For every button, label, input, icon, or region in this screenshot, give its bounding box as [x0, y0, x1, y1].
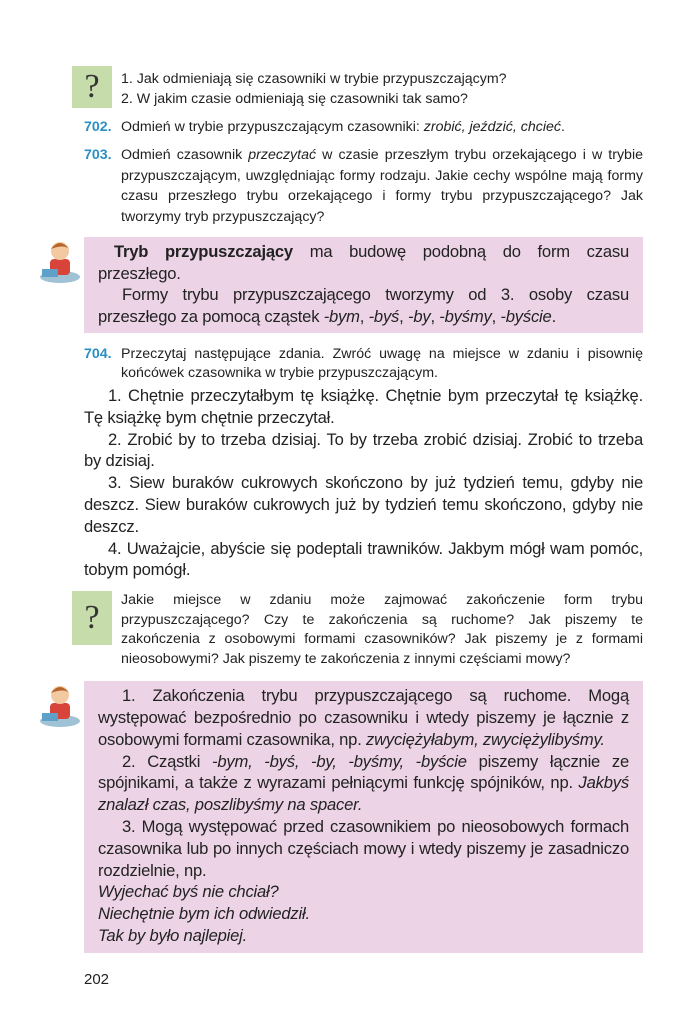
rule-paragraph: [98, 816, 629, 881]
text-run: .: [551, 306, 556, 326]
sentence: [84, 538, 643, 582]
rule-paragraph: [98, 685, 629, 750]
mascot-boy-reading-icon: [36, 237, 84, 285]
italic-text: -byśmy: [439, 306, 492, 326]
example: Tak by było najlepiej.: [98, 925, 248, 945]
sentence: [84, 385, 643, 429]
italic-text: zrobić, jeździć, chcieć: [423, 119, 561, 135]
text-run: w czasie przeszłym trybu orzekającego i w trybie przypuszczającym, uwzględniając formy rodzaju. Jakie cechy wspólne mają formy czasu przeszłego trybu orzekającego i formy trybu przypuszczającego? Jak tworzymy tryb przypuszczający?: [121, 147, 643, 225]
task-text: [121, 117, 643, 137]
rule-section-1: [36, 237, 643, 333]
text-run: ,: [430, 306, 440, 326]
italic-text: -byś: [368, 306, 400, 326]
task-702: [84, 117, 643, 137]
question-section-2: [36, 591, 643, 669]
text-run: Odmień w trybie przypuszczającym czasowniki:: [121, 119, 424, 135]
example: Niechętnie bym ich odwiedził.: [98, 904, 310, 924]
text-run: piszemy łącznie ze spójnikami, a także z wyrazami pełniącymi funkcję spójników, np.: [98, 751, 629, 793]
question-line: 2. W jakim czasie odmieniają się czasowniki tak samo?: [121, 90, 468, 107]
mascot-boy-reading-icon: [36, 681, 84, 729]
task-text: [121, 145, 643, 227]
sentence: [84, 429, 643, 473]
text-run: Przeczytaj następujące zdania. Zwróć uwagę na miejsce w zdaniu i pisownię końcówek czasownika w trybie przypuszczającym.: [121, 346, 643, 381]
text-run: 1. Chętnie przeczytałbym tę książkę. Chętnie bym przeczytał tę książkę. Tę książkę bym chętnie przeczytał.: [84, 386, 643, 427]
questions-1: [121, 70, 643, 109]
questions-2: Jakie miejsce w zdaniu może zajmować zakończenie form trybu przypuszczającego? Czy te zakończenia są ruchome? Jak piszemy te zakończenia z osobowymi formami czasowników? Jak piszemy je z formami nieosobowymi? Jak piszemy te zakończenia z innymi częściami mowy?: [121, 592, 643, 667]
rule-box-1: [84, 237, 643, 333]
text-run: ,: [359, 306, 369, 326]
text-run: ,: [399, 306, 408, 326]
text-run: 2. Zrobić by to trzeba dzisiaj. To by trzeba zrobić dzisiaj. Zrobić to trzeba by dzisiaj.: [84, 429, 643, 471]
bold-term: Tryb przypuszczający: [114, 242, 293, 261]
italic-text: Jakbyś znalazł czas, poszlibyśmy na spacer.: [98, 773, 629, 815]
italic-text: -bym: [323, 306, 360, 326]
question-section-1: [36, 66, 643, 109]
task-text: [121, 345, 643, 383]
task-number: 704.: [84, 346, 112, 362]
italic-text: zwyciężyłabym, zwyciężylibyśmy.: [366, 729, 605, 749]
rule-paragraph: [98, 241, 629, 284]
italic-text: -byście: [500, 306, 552, 326]
text-run: 3. Siew buraków cukrowych skończono by już tydzień temu, gdyby nie deszcz. Siew buraków cukrowych już by tydzień temu skończono, gdyby nie deszcz.: [84, 473, 643, 536]
text-run: ,: [491, 306, 501, 326]
text-run: 1. Zakończenia trybu przypuszczającego są ruchome. Mogą występować bezpośrednio po czasowniku i wtedy piszemy je łącznie z osobowymi formami czasownika, np.: [98, 686, 629, 749]
text-run: 3. Mogą występować przed czasownikiem po nieosobowych formach czasownika lub po innych częściach mowy i wtedy piszemy je zasadniczo rozdzielnie, np.: [98, 816, 629, 880]
page-number: 202: [84, 970, 110, 988]
text-run: 4. Uważajcie, abyście się podeptali trawników. Jakbym mógł wam pomóc, tobym pomógł.: [84, 538, 643, 580]
task-number: 702.: [84, 119, 112, 135]
text-run: ma budowę podobną do form czasu przeszłego.: [98, 242, 629, 283]
rule-section-2: [36, 681, 643, 953]
text-run: Formy trybu przypuszczającego tworzymy od 3. osoby czasu przeszłego za pomocą cząstek: [98, 285, 629, 326]
italic-text: -bym, -byś, -by, -byśmy, -byście: [212, 751, 467, 771]
italic-text: -by: [408, 306, 431, 326]
question-icon: ?: [72, 591, 112, 645]
text-run: .: [560, 119, 565, 135]
rule-box-2: [84, 681, 643, 953]
rule-paragraph: [98, 284, 629, 327]
italic-text: przeczytać: [248, 147, 317, 163]
question-icon: ?: [72, 66, 112, 108]
example: Wyjechać byś nie chciał?: [98, 882, 279, 902]
rule-paragraph: [98, 751, 629, 816]
task-704: [84, 345, 643, 383]
task-number: 703.: [84, 147, 112, 163]
question-line: 1. Jak odmieniają się czasowniki w trybie przypuszczającym?: [121, 71, 507, 87]
text-run: 2. Cząstki: [122, 751, 212, 771]
sentence: [84, 472, 643, 537]
task-703: [84, 145, 643, 227]
task-704-sentences: [84, 385, 643, 581]
text-run: Odmień czasownik: [121, 147, 249, 163]
